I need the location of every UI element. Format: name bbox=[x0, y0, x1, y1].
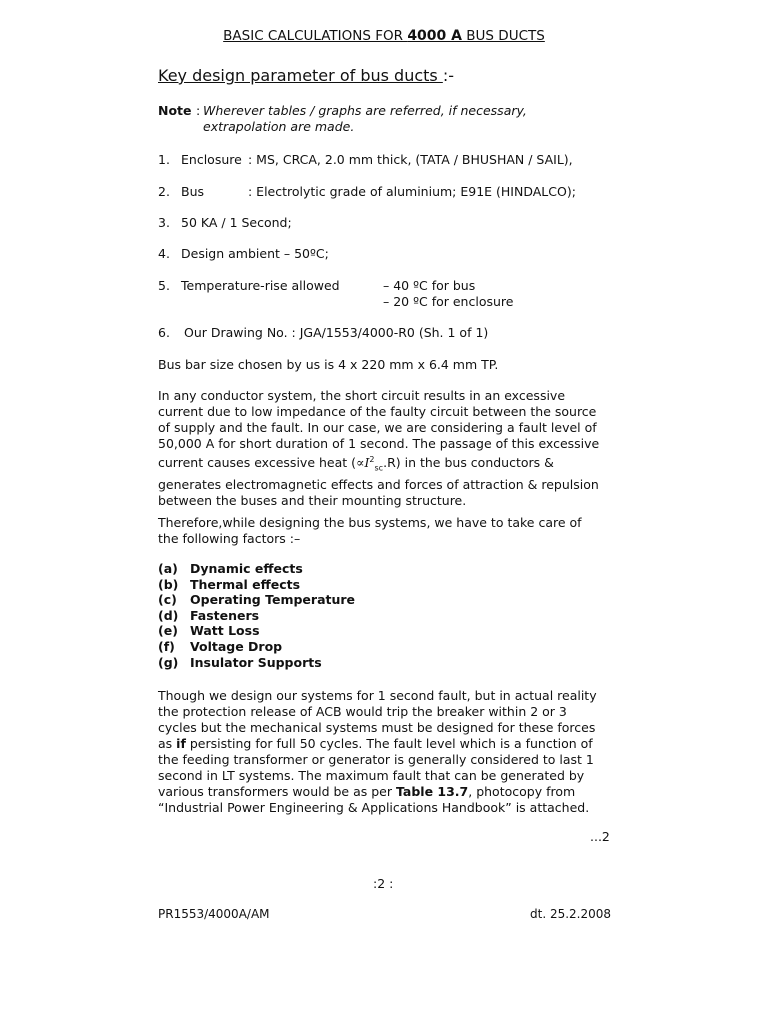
text-line bbox=[158, 784, 609, 800]
item-text: 50 KA / 1 Second; bbox=[181, 215, 292, 230]
text-line bbox=[158, 452, 609, 477]
text-line: current due to low impedance of the faulty circuit between the source bbox=[158, 404, 597, 419]
note-colon: : bbox=[196, 103, 201, 118]
list-item bbox=[158, 561, 355, 577]
list-item-letter: (e) bbox=[158, 623, 178, 639]
item-label: Bus bbox=[181, 184, 205, 199]
list-item-letter: (c) bbox=[158, 592, 177, 608]
list-item bbox=[158, 655, 355, 671]
item-value: : MS, CRCA, 2.0 mm thick, (TATA / BHUSHAN / SAIL), bbox=[248, 152, 573, 167]
item-number: 1. bbox=[158, 152, 170, 167]
document-reference: PR1553/4000A/AM bbox=[158, 907, 270, 921]
list-item-text: Voltage Drop bbox=[190, 638, 283, 654]
list-item bbox=[158, 639, 355, 655]
section-heading bbox=[158, 66, 454, 85]
title-suffix: BUS DUCTS bbox=[462, 28, 545, 44]
item-label: Enclosure bbox=[181, 152, 242, 167]
text-line: between the buses and their mounting structure. bbox=[158, 492, 467, 508]
text-line: second in LT systems. The maximum fault that can be generated by bbox=[158, 768, 585, 783]
list-item-text: Fasteners bbox=[190, 607, 260, 623]
continued-marker: ...2 bbox=[590, 829, 610, 844]
table-reference: Table 13.7 bbox=[395, 784, 469, 799]
text-fragment: .R) in the bus conductors & bbox=[383, 455, 554, 471]
document-date: dt. 25.2.2008 bbox=[530, 907, 612, 921]
busbar-size: Bus bar size chosen by us is 4 x 220 mm x 6.4 mm TP. bbox=[158, 357, 499, 372]
list-item bbox=[158, 608, 355, 624]
list-item-letter: (d) bbox=[158, 607, 179, 623]
list-item bbox=[158, 577, 355, 593]
emphasis-text: if bbox=[176, 736, 186, 751]
list-item-letter: (g) bbox=[158, 654, 179, 670]
text-fragment: various transformers would be as per bbox=[158, 784, 396, 799]
factors-list bbox=[158, 561, 355, 670]
list-item-text: Watt Loss bbox=[190, 623, 260, 639]
item-number: 5. bbox=[158, 278, 170, 293]
text-line bbox=[158, 736, 609, 752]
text-line: the feeding transformer or generator is generally considered to last 1 bbox=[158, 752, 594, 767]
list-item-letter: (b) bbox=[158, 576, 179, 592]
formula-symbol: ∝I bbox=[356, 455, 370, 471]
text-line: Therefore,while designing the bus systems, we have to take care of bbox=[158, 515, 582, 530]
formula-subscript: sc bbox=[374, 463, 384, 473]
title-ampere-rating: 4000 A bbox=[407, 28, 462, 44]
text-line: In any conductor system, the short circuit results in an excessive bbox=[158, 388, 566, 403]
text-line: Though we design our systems for 1 second fault, but in actual reality bbox=[158, 688, 597, 703]
item-text: Temperature-rise allowed bbox=[181, 278, 340, 293]
text-line: cycles but the mechanical systems must be designed for these forces bbox=[158, 720, 596, 735]
text-fragment: as bbox=[158, 736, 177, 751]
item-text: Design ambient – 50ºC; bbox=[181, 246, 329, 261]
note-label: Note bbox=[158, 103, 192, 118]
list-item-letter: (f) bbox=[158, 638, 175, 654]
page-number: :2 : bbox=[373, 876, 394, 891]
paragraph-fault-duration bbox=[158, 688, 609, 816]
formula-superscript: 2 bbox=[369, 455, 375, 464]
item-number: 3. bbox=[158, 215, 170, 230]
list-item-text: Operating Temperature bbox=[190, 592, 356, 608]
text-line: the protection release of ACB would trip the breaker within 2 or 3 bbox=[158, 704, 567, 719]
text-fragment: persisting for full 50 cycles. The fault level which is a function of bbox=[185, 736, 593, 751]
list-item-letter: (a) bbox=[158, 561, 178, 576]
temp-rise-enclosure: – 20 ºC for enclosure bbox=[383, 294, 514, 309]
item-number: 2. bbox=[158, 184, 170, 199]
paragraph-design-factors bbox=[158, 515, 609, 547]
text-line: generates electromagnetic effects and forces of attraction & repulsion bbox=[158, 476, 599, 492]
list-item bbox=[158, 623, 355, 639]
text-line: 50,000 A for short duration of 1 second. The passage of this excessive bbox=[158, 436, 600, 451]
list-item bbox=[158, 592, 355, 608]
temp-rise-bus: – 40 ºC for bus bbox=[383, 278, 476, 293]
heading-text: Key design parameter of bus ducts bbox=[158, 66, 443, 85]
title-prefix: BASIC CALCULATIONS FOR bbox=[223, 28, 408, 44]
text-line: “Industrial Power Engineering & Applications Handbook” is attached. bbox=[158, 800, 590, 815]
list-item-text: Insulator Supports bbox=[190, 654, 322, 670]
text-line: of supply and the fault. In our case, we are considering a fault level of bbox=[158, 420, 597, 435]
note-text: Wherever tables / graphs are referred, if necessary, extrapolation are made. bbox=[203, 103, 527, 134]
heading-suffix: :- bbox=[442, 66, 454, 85]
document-title bbox=[0, 28, 768, 44]
text-fragment: current causes excessive heat ( bbox=[158, 455, 357, 471]
paragraph-short-circuit bbox=[158, 388, 609, 509]
item-number: 4. bbox=[158, 246, 170, 261]
text-line: the following factors :– bbox=[158, 531, 301, 546]
item-number: 6. bbox=[158, 325, 170, 340]
list-item-text: Dynamic effects bbox=[190, 561, 303, 576]
item-text: Our Drawing No. : JGA/1553/4000-R0 (Sh. 1 of 1) bbox=[184, 325, 489, 340]
item-value: : Electrolytic grade of aluminium; E91E (HINDALCO); bbox=[248, 184, 576, 199]
text-fragment: , photocopy from bbox=[468, 784, 576, 799]
list-item-text: Thermal effects bbox=[190, 576, 301, 592]
